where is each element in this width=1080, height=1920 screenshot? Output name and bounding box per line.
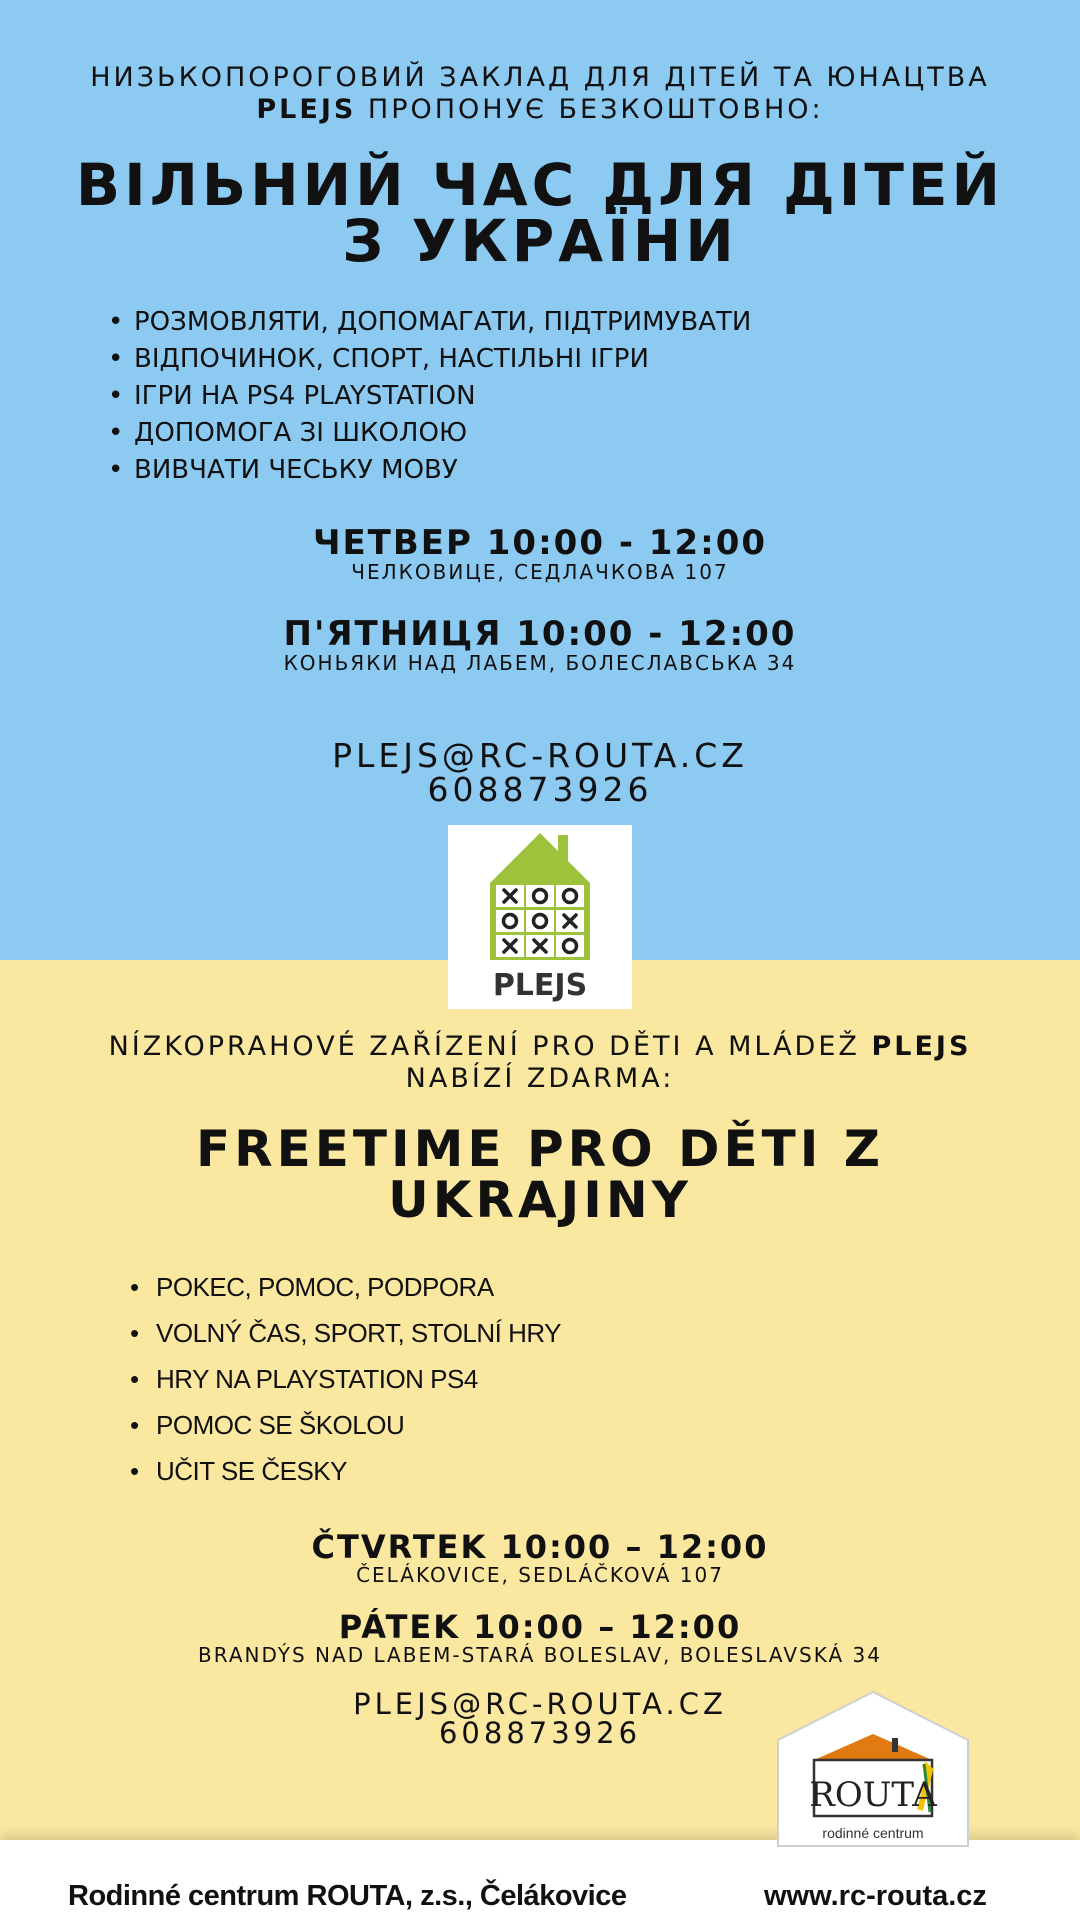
cz-intro-bold: PLEJS bbox=[871, 1031, 972, 1062]
ua-schedule-thursday bbox=[0, 525, 1080, 583]
cz-intro-line2: NABÍZÍ ZDARMA: bbox=[405, 1063, 675, 1094]
cz-address: ČELÁKOVICE, SEDLÁČKOVÁ 107 bbox=[356, 1563, 724, 1587]
ua-phone[interactable]: 608873926 bbox=[427, 770, 653, 809]
cz-day: PÁTEK 10:00 – 12:00 bbox=[338, 1608, 742, 1646]
routa-logo bbox=[774, 1688, 972, 1848]
cz-schedule-thursday bbox=[0, 1530, 1080, 1586]
cz-title bbox=[0, 1120, 1080, 1229]
ua-address: ЧЕЛКОВИЦЕ, СЕДЛАЧКОВА 107 bbox=[351, 560, 729, 584]
cz-intro bbox=[0, 1031, 1080, 1095]
ua-title-line2: З УКРАЇНИ bbox=[342, 207, 738, 275]
cz-title-line2: UKRAJINY bbox=[388, 1171, 692, 1229]
list-item: • HRY NA PLAYSTATION PS4 bbox=[130, 1356, 561, 1402]
ua-contact bbox=[0, 736, 1080, 809]
house-roof-icon bbox=[774, 1688, 972, 1848]
cz-activity-list bbox=[130, 1264, 561, 1494]
plejs-logo-text: PLEJS bbox=[492, 968, 588, 1003]
routa-logo-subtitle: rodinné centrum bbox=[822, 1825, 924, 1841]
ua-intro-bold: PLEJS bbox=[256, 94, 357, 125]
list-item: • POMOC SE ŠKOLOU bbox=[130, 1402, 561, 1448]
ua-day: П'ЯТНИЦЯ 10:00 - 12:00 bbox=[283, 614, 797, 654]
cz-day: ČTVRTEK 10:00 – 12:00 bbox=[311, 1528, 769, 1566]
cz-intro-line1 bbox=[0, 1031, 1080, 1063]
ua-intro bbox=[0, 62, 1080, 126]
ua-intro-line1: НИЗЬКОПОРОГОВИЙ ЗАКЛАД ДЛЯ ДІТЕЙ ТА ЮНАЦТВА bbox=[90, 62, 990, 93]
ua-intro-line2-rest: ПРОПОНУЄ БЕЗКОШТОВНО: bbox=[356, 94, 824, 125]
list-item: • ІГРИ НА PS4 PLAYSTATION bbox=[108, 378, 751, 415]
ua-intro-line2 bbox=[0, 94, 1080, 126]
list-item: • ДОПОМОГА ЗІ ШКОЛОЮ bbox=[108, 415, 751, 452]
list-item: • VOLNÝ ČAS, SPORT, STOLNÍ HRY bbox=[130, 1310, 561, 1356]
cz-address: BRANDÝS NAD LABEM-STARÁ BOLESLAV, BOLESLAVSKÁ 34 bbox=[198, 1643, 882, 1667]
cz-intro-line1-pre: NÍZKOPRAHOVÉ ZAŘÍZENÍ PRO DĚTI A MLÁDEŽ bbox=[108, 1031, 872, 1062]
cz-schedule-friday bbox=[0, 1610, 1080, 1666]
tic-tac-toe-house-icon bbox=[448, 825, 632, 1009]
ua-title-line1: ВІЛЬНИЙ ЧАС ДЛЯ ДІТЕЙ bbox=[75, 151, 1005, 219]
ua-activity-list bbox=[108, 304, 751, 489]
ua-address: КОНЬЯКИ НАД ЛАБЕМ, БОЛЕСЛАВСЬКА 34 bbox=[283, 651, 797, 675]
ua-schedule-friday bbox=[0, 616, 1080, 674]
cz-email[interactable]: PLEJS@RC-ROUTA.CZ bbox=[353, 1687, 727, 1721]
routa-logo-name: ROUTA bbox=[809, 1775, 937, 1815]
plejs-logo bbox=[448, 825, 632, 1009]
list-item: • POKEC, POMOC, PODPORA bbox=[130, 1264, 561, 1310]
footer-organization: Rodinné centrum ROUTA, z.s., Čelákovice bbox=[68, 1880, 627, 1912]
list-item: • ВИВЧАТИ ЧЕСЬКУ МОВУ bbox=[108, 452, 751, 489]
list-item: • UČIT SE ČESKY bbox=[130, 1448, 561, 1494]
cz-phone[interactable]: 608873926 bbox=[438, 1716, 642, 1750]
list-item: • РОЗМОВЛЯТИ, ДОПОМАГАТИ, ПІДТРИМУВАТИ bbox=[108, 304, 751, 341]
ua-title bbox=[0, 151, 1080, 275]
ua-email[interactable]: PLEJS@RC-ROUTA.CZ bbox=[332, 736, 748, 775]
ua-day: ЧЕТВЕР 10:00 - 12:00 bbox=[312, 523, 768, 563]
list-item: • ВІДПОЧИНОК, СПОРТ, НАСТІЛЬНІ ІГРИ bbox=[108, 341, 751, 378]
cz-title-line1: FREETIME PRO DĚTI Z bbox=[195, 1120, 885, 1178]
footer-website-link[interactable]: www.rc-routa.cz bbox=[764, 1880, 987, 1912]
